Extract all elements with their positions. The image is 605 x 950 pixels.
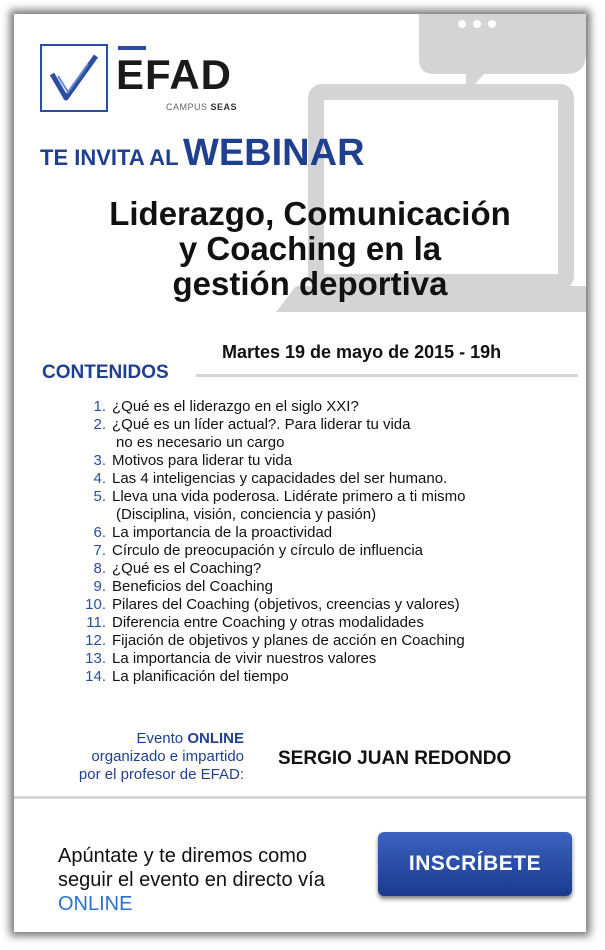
- webinar-flyer: [14, 14, 586, 932]
- contents-item: [72, 650, 572, 668]
- item-text: Beneficios del Coaching: [112, 578, 273, 595]
- contents-item: [72, 614, 572, 632]
- chat-bubble-icon: [419, 14, 586, 94]
- item-text: La planificación del tiempo: [112, 668, 289, 685]
- chat-dot: [473, 20, 481, 28]
- contents-item: [72, 452, 572, 470]
- checkmark-bird-icon: [42, 46, 106, 110]
- section-divider: [196, 374, 578, 377]
- title-line: y Coaching en la: [178, 230, 442, 267]
- item-number: 3.: [93, 452, 106, 469]
- item-number: 14.: [85, 668, 106, 685]
- item-number: 13.: [85, 650, 106, 667]
- invite-prefix: TE INVITA AL: [40, 145, 179, 170]
- event-date: Martes 19 de mayo de 2015 - 19h: [222, 342, 502, 362]
- contents-item: [72, 416, 572, 452]
- contents-item: [72, 668, 572, 686]
- item-text: Pilares del Coaching (objetivos, creencias y valores): [112, 596, 460, 613]
- invite-heading: [40, 132, 365, 175]
- contents-item: [72, 470, 572, 488]
- item-number: 11.: [86, 614, 106, 631]
- chat-dot: [458, 20, 466, 28]
- invite-highlight: WEBINAR: [182, 132, 365, 174]
- item-number: 10.: [85, 596, 106, 613]
- title-line: gestión deportiva: [172, 265, 448, 302]
- brand-subtitle: CAMPUS SEAS: [166, 102, 238, 112]
- item-number: 6.: [93, 524, 106, 541]
- item-number: 4.: [93, 470, 106, 487]
- item-text: La importancia de vivir nuestros valores: [112, 650, 377, 667]
- brand-accent-bar: [118, 46, 146, 50]
- footer-divider: [14, 796, 586, 799]
- item-text: Fijación de objetivos y planes de acción en Coaching: [112, 632, 465, 649]
- item-number: 12.: [85, 632, 106, 649]
- title-line: Liderazgo, Comunicación: [109, 195, 511, 232]
- item-text: ¿Qué es un líder actual?. Para liderar tu vida no es necesario un cargo: [112, 416, 411, 451]
- contents-item: [72, 578, 572, 596]
- item-number: 8.: [93, 560, 106, 577]
- contents-item: [72, 488, 572, 524]
- item-text: Lleva una vida poderosa. Lidérate primero a ti mismo (Disciplina, visión, conciencia y pasión): [112, 488, 466, 523]
- item-text: ¿Qué es el Coaching?: [112, 560, 262, 577]
- item-text: Círculo de preocupación y círculo de influencia: [112, 542, 424, 559]
- item-number: 5.: [93, 488, 106, 505]
- brand-name: EFAD: [116, 51, 233, 98]
- contents-item: [72, 398, 572, 416]
- item-number: 7.: [93, 542, 106, 559]
- item-text: Diferencia entre Coaching y otras modalidades: [112, 614, 424, 631]
- register-button[interactable]: INSCRÍBETE: [378, 832, 572, 896]
- contents-item: [72, 560, 572, 578]
- efad-logo-emblem: [40, 44, 108, 112]
- webinar-title: [50, 196, 570, 301]
- contents-item: [72, 596, 572, 614]
- item-number: 1.: [93, 398, 106, 415]
- item-text: Las 4 inteligencias y capacidades del ser humano.: [112, 470, 448, 487]
- contents-item: [72, 524, 572, 542]
- chat-dot: [488, 20, 496, 28]
- item-text: La importancia de la proactividad: [112, 524, 333, 541]
- signup-message: Apúntate y te diremos como seguir el evento en directo vía ONLINE: [58, 845, 325, 915]
- contents-list: [72, 398, 572, 686]
- organizer-text: Evento ONLINE organizado e impartido por el profesor de EFAD:: [78, 730, 244, 783]
- speaker-name: SERGIO JUAN REDONDO: [278, 748, 512, 769]
- contents-item: [72, 632, 572, 650]
- contents-heading: CONTENIDOS: [42, 362, 169, 383]
- item-text: Motivos para liderar tu vida: [112, 452, 293, 469]
- item-number: 2.: [93, 416, 106, 433]
- contents-item: [72, 542, 572, 560]
- item-number: 9.: [93, 578, 106, 595]
- item-text: ¿Qué es el liderazgo en el siglo XXI?: [112, 398, 359, 415]
